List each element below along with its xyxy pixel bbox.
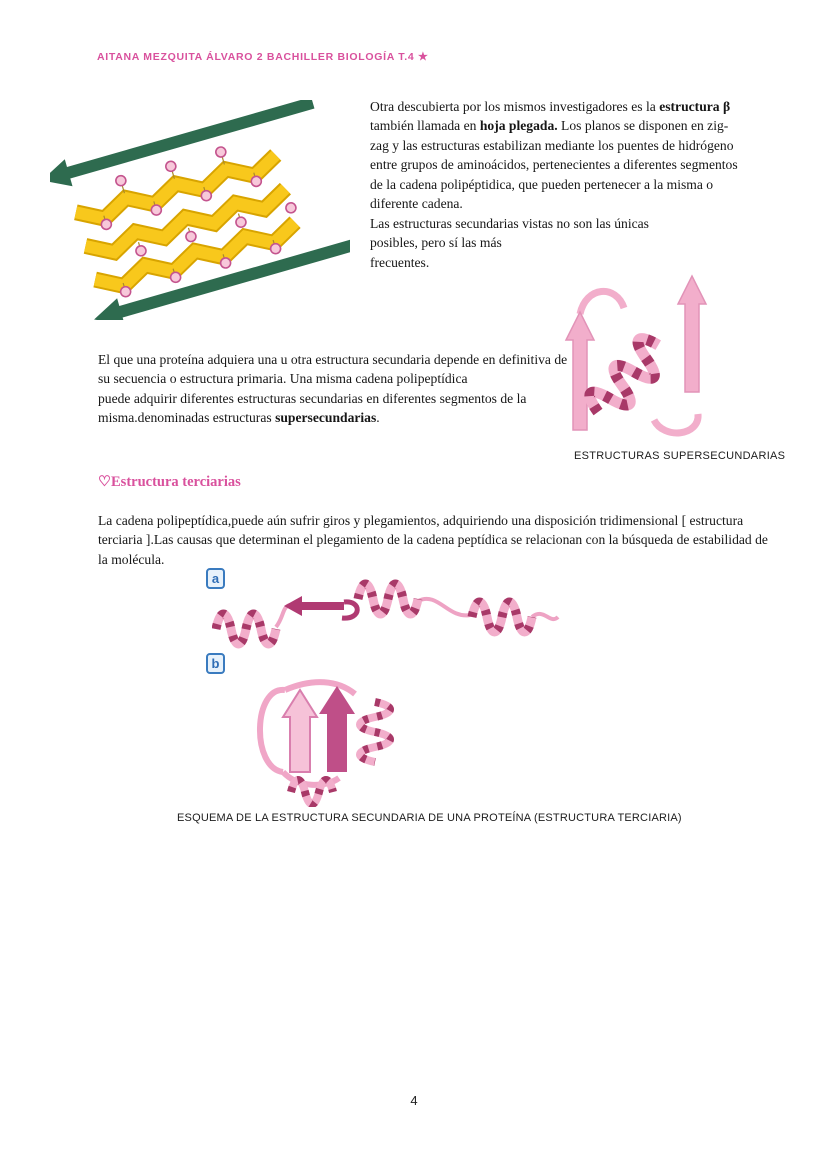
chain-wave [276, 605, 290, 627]
header-title: AITANA MEZQUITA ÁLVARO 2 BACHILLER BIOLOGÍA T.4 [97, 51, 415, 63]
domain-loop-left [260, 690, 285, 772]
tertiary-caption: ESQUEMA DE LA ESTRUCTURA SECUNDARIA DE UNA PROTEÍNA (ESTRUCTURA TERCIARIA) [177, 812, 682, 824]
loop-bottom [654, 414, 698, 433]
chain-svg [212, 577, 560, 657]
beta-sheet-svg [50, 100, 350, 320]
text-run: frecuentes. [370, 254, 430, 270]
helix-coil [472, 602, 532, 632]
domain-svg [243, 672, 408, 807]
text-run-bold: estructura β [659, 99, 731, 114]
text-run: Los planos se disponen en zig-zag y las estructuras estabilizan mediante los puentes de hidrógeno entre grupos de aminoácidos, pertenecientes a diferentes segmentos de la cadena polipéptidica, que pueden pertenecer a la misma o diferente cadena. [370, 118, 738, 212]
page-number: 4 [410, 1093, 418, 1108]
text-run: . [376, 410, 380, 426]
beta-sheet-illustration [50, 100, 350, 320]
text-run-bold: supersecundarias [275, 410, 377, 426]
supersecondary-illustration [560, 262, 735, 447]
tertiary-paragraph: La cadena polipeptídica,puede aún sufrir giros y plegamientos, adquiriendo una disposición tridimensional [ estructura terciaria ].Las causas que determinan el plegamiento de la cadena peptídica se relacionan con la búsqueda de estabilidad de la molécula. [98, 513, 768, 567]
figure-label-a: a [206, 568, 225, 589]
text-run: Otra descubierta por los mismos investigadores es la [370, 99, 660, 114]
tertiary-domain-illustration [243, 672, 408, 807]
loop-top [580, 291, 624, 314]
figure-label-b: b [206, 653, 225, 674]
alpha-helix-ribbon [585, 333, 672, 424]
helix-coil [358, 584, 418, 614]
text-run-bold: hoja plegada. [479, 118, 558, 134]
hairpin-loop [342, 602, 357, 618]
text-run: posibles, pero sí las más [370, 235, 502, 251]
hairpin-arrow [284, 596, 344, 616]
text-run: puede adquirir diferentes estructuras secundarias en diferentes segmentos de la misma.denominadas estructuras [98, 390, 527, 426]
page-header [97, 50, 429, 63]
secondary-structure-chain-illustration [212, 577, 560, 657]
text-run: Las estructuras secundarias vistas no son las únicas [370, 215, 649, 231]
beta-intro-paragraph [370, 97, 746, 272]
domain-loop-top [285, 682, 355, 694]
text-run: El que una proteína adquiera una u otra estructura secundaria depende en definitiva de su secuencia o estructura primaria. Una misma cadena polipeptídica [98, 352, 568, 387]
supersecondary-svg [560, 262, 735, 447]
helix-coil [216, 614, 276, 644]
helix-coil-right [360, 702, 390, 762]
chain-wave [418, 599, 470, 616]
tertiary-structure-heading: ♡Estructura terciarias [98, 474, 241, 490]
text-run: también llamada en [370, 118, 480, 134]
beta-strand-arrow-right [678, 276, 706, 392]
supersecondary-caption: ESTRUCTURAS SUPERSECUNDARIAS [574, 450, 786, 462]
star-icon: ★ [418, 51, 429, 63]
beta-strand-arrow-light [283, 690, 317, 772]
beta-strand-arrow-dark [319, 686, 355, 772]
supersecondary-paragraph [98, 350, 580, 428]
